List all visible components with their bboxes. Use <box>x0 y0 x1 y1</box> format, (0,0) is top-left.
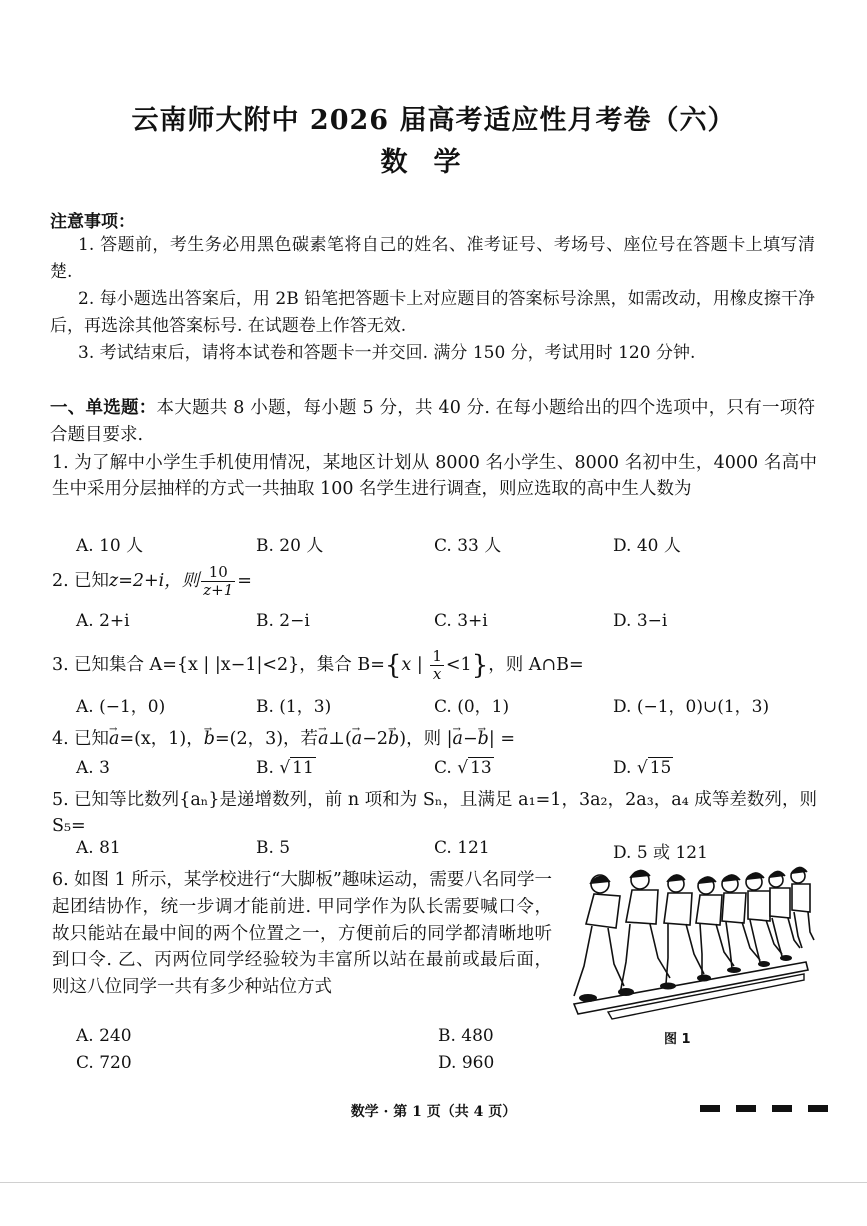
brace-close: } <box>471 650 489 681</box>
text-part: −2 <box>362 729 389 749</box>
alignment-mark <box>808 1105 828 1112</box>
option-a: A. 240 <box>76 1026 132 1046</box>
question-1 <box>52 450 817 502</box>
vector-a: → a <box>352 726 362 752</box>
set-variable: x <box>401 655 412 675</box>
vector-a: → a <box>109 726 119 752</box>
option-c: C. 121 <box>434 838 490 858</box>
brace-open: { <box>384 650 402 681</box>
equals-sign: = <box>237 571 252 591</box>
q2-options <box>76 611 816 635</box>
fraction-numerator: 1 <box>432 647 442 665</box>
option-d: D. (−1，0)∪(1，3) <box>613 697 770 717</box>
option-c: C. 720 <box>76 1053 132 1073</box>
question-text-tail: ，则 A∩B= <box>488 655 584 675</box>
figure-caption: 图 1 <box>664 1032 691 1047</box>
question-number: 4. <box>52 729 69 749</box>
option-a: A. (−1，0) <box>76 697 166 717</box>
option-label: C. <box>434 758 458 778</box>
alignment-mark <box>700 1105 720 1112</box>
q5-options <box>76 838 816 862</box>
option-c: C. √ 13 <box>434 758 492 778</box>
option-c: C. 33 人 <box>434 536 502 556</box>
option-a: A. 3 <box>76 758 110 778</box>
fraction-denominator: x <box>432 665 442 683</box>
section-description: 本大题共 8 小题，每小题 5 分，共 40 分. 在每小题给出的四个选项中，只有一项符合题目要求. <box>50 398 815 445</box>
option-label: B. <box>256 758 280 778</box>
option-d: D. 960 <box>438 1053 495 1073</box>
option-b: B. 5 <box>256 838 291 858</box>
fraction-denominator: z+1 <box>203 581 234 599</box>
question-number: 5. <box>52 790 69 810</box>
option-a: A. 81 <box>76 838 121 858</box>
fraction <box>201 564 235 599</box>
question-number: 2. <box>52 571 69 591</box>
page-edge-line <box>0 1182 867 1183</box>
page-title: 云南师大附中 2026 届高考适应性月考卷（六） <box>131 105 736 136</box>
option-label: D. <box>613 758 637 778</box>
question-5 <box>52 787 817 839</box>
q3-options <box>76 692 816 716</box>
text-part: =(2，3)，若 <box>214 729 319 749</box>
question-4 <box>52 726 817 752</box>
question-text: 已知集合 A={x | |x−1|<2}，集合 B= <box>74 655 385 675</box>
alignment-mark <box>736 1105 756 1112</box>
notice-item-3: 3. 考试结束后，请将本试卷和答题卡一并交回. 满分 150 分，考试用时 120 分钟. <box>78 343 696 363</box>
radicand: 15 <box>649 758 672 778</box>
radicand: 13 <box>470 758 492 778</box>
radicand: 11 <box>292 758 314 778</box>
option-a: A. 10 人 <box>76 536 144 556</box>
notice-heading: 注意事项： <box>50 212 135 232</box>
text-part: )，则 | <box>399 729 453 749</box>
question-text: 如图 1 所示，某学校进行“大脚板”趣味运动，需要八名同学一起团结协作，统一步调才能前进. 甲同学作为队长需要喊口令，故只能站在最中间的两个位置之一，方便前后的同学都清晰地听到口令. 乙、丙两位同学经验较为丰富所以站在最前或最后面，则这八位同学一共有多少种站位方式 <box>52 870 552 998</box>
text-part: =(x，1)， <box>119 729 204 749</box>
q4-options <box>76 758 816 782</box>
text-part: ⊥( <box>328 729 352 749</box>
option-a: A. 2+i <box>76 611 130 631</box>
notice-item-1: 1. 答题前，考生务必用黑色碳素笔将自己的姓名、准考证号、考场号、座位号在答题卡上填写清楚. <box>50 235 815 282</box>
vector-b: → b <box>204 726 215 752</box>
q6-options-row-1 <box>76 1026 556 1050</box>
subject-title: 数学 <box>380 147 487 178</box>
vector-a: → a <box>318 726 328 752</box>
set-bar: | <box>411 655 429 675</box>
question-6 <box>52 867 552 1001</box>
vector-b: → b <box>478 726 489 752</box>
question-3 <box>52 648 817 683</box>
option-b: B. 20 人 <box>256 536 324 556</box>
option-b: B. (1，3) <box>256 697 332 717</box>
option-d: D. 5 或 121 <box>613 843 708 863</box>
fraction <box>430 648 444 683</box>
section-heading: 一、单选题： <box>50 398 157 418</box>
question-number: 6. <box>52 870 69 890</box>
set-condition: <1 <box>445 655 472 675</box>
question-number: 3. <box>52 655 69 675</box>
fraction-numerator: 10 <box>201 564 235 582</box>
text-part: − <box>462 729 478 749</box>
option-b: B. √ 11 <box>256 758 314 778</box>
question-text: 已知 <box>74 729 109 749</box>
option-d: D. 40 人 <box>613 536 681 556</box>
notice-item-2: 2. 每小题选出答案后，用 2B 铅笔把答题卡上对应题目的答案标号涂黑，如需改动，用橡皮擦干净后，再选涂其他答案标号. 在试题卷上作答无效. <box>50 289 815 336</box>
vector-b: → b <box>388 726 399 752</box>
option-c: C. 3+i <box>434 611 488 631</box>
z-equation: z=2+i，则 <box>109 571 200 591</box>
question-text: 已知 <box>74 571 109 591</box>
big-foot-race-illustration <box>568 862 816 1022</box>
option-d: D. 3−i <box>613 611 668 631</box>
option-b: B. 2−i <box>256 611 310 631</box>
q1-options <box>76 531 816 555</box>
alignment-mark <box>772 1105 792 1112</box>
text-part: | = <box>488 729 515 749</box>
question-number: 1. <box>52 453 69 473</box>
option-d: D. √ 15 <box>613 758 672 778</box>
question-2 <box>52 564 817 599</box>
option-b: B. 480 <box>438 1026 494 1046</box>
q6-options-row-2 <box>76 1053 556 1077</box>
option-c: C. (0，1) <box>434 697 510 717</box>
question-text: 已知等比数列{aₙ}是递增数列，前 n 项和为 Sₙ，且满足 a₁=1，3a₂，2a₃，a₄ 成等差数列，则 S₅= <box>52 790 817 836</box>
vector-a: → a <box>453 726 463 752</box>
section-intro <box>50 395 815 449</box>
question-text: 为了解中小学生手机使用情况，某地区计划从 8000 名小学生、8000 名初中生，4000 名高中生中采用分层抽样的方式一共抽取 100 名学生进行调查，则应选取的高中生人数为 <box>52 453 817 499</box>
page-footer: 数学 · 第 1 页（共 4 页） <box>350 1104 517 1120</box>
